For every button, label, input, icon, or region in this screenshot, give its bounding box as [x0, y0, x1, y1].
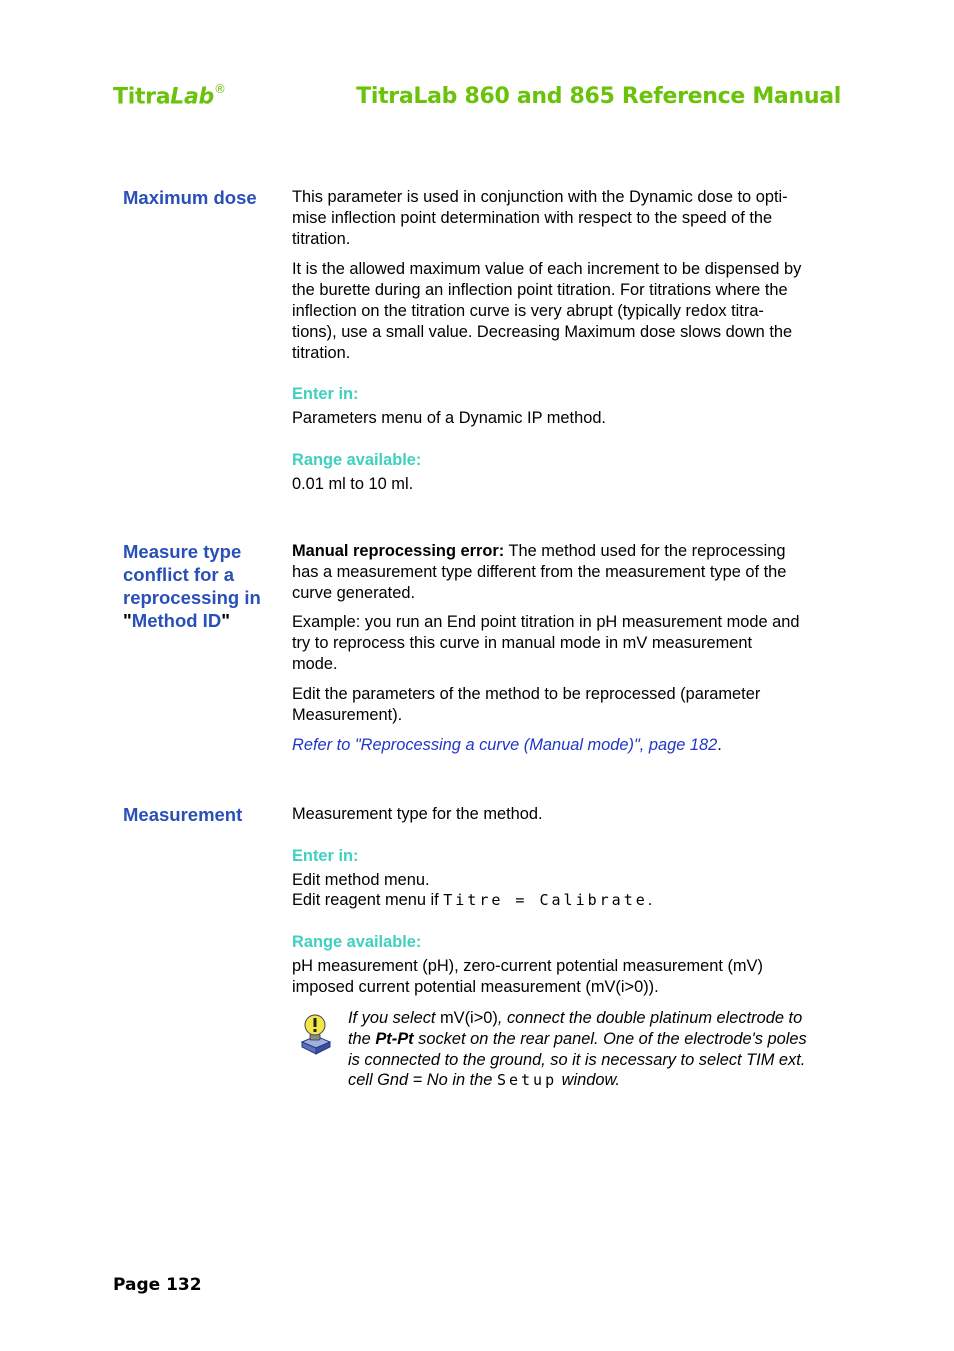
- paragraph: It is the allowed maximum value of each increment to be dispensed by the burette during an inflection point titration. For titrations where the inflection on the titration curve is very abrupt (typically redox titra- tions), use a small value. Decreasing Maximum dose slows down the titration.: [292, 260, 802, 362]
- reprocessing-link[interactable]: Refer to "Reprocessing a curve (Manual mode)", page 182: [292, 736, 718, 755]
- paragraph: Manual reprocessing error: The method used for the reprocessing has a measurement type different from the measurement type of the curve generated.: [292, 542, 787, 602]
- enter-in-text: Edit method menu. Edit reagent menu if Titre = Calibrate.: [292, 870, 653, 910]
- paragraph: Example: you run an End point titration in pH measurement mode and try to reprocess this curve in manual mode in mV measurement mode.: [292, 613, 800, 673]
- heading-measure-type-conflict: Measure type conflict for a reprocessing in "Method ID": [123, 541, 261, 631]
- enter-in-label: Enter in:: [292, 846, 359, 865]
- page-number: Page 132: [113, 1275, 202, 1295]
- note-text: If you select mV(i>0), connect the double platinum electrode to the Pt-Pt socket on the rear panel. One of the electrode's poles is connected to the ground, so it is necessary to select TIM ext. cell Gnd = No in the Setup window.: [348, 1009, 807, 1090]
- brand-logo: TitraLab®: [113, 82, 226, 110]
- page-title: TitraLab 860 and 865 Reference Manual: [356, 84, 841, 109]
- range-label: Range available:: [292, 933, 422, 952]
- measure-type-body: [292, 541, 837, 756]
- maximum-dose-body: [292, 187, 837, 495]
- range-text: pH measurement (pH), zero-current potential measurement (mV) imposed current potential measurement (mV(i>0)).: [292, 956, 763, 996]
- range-text: 0.01 ml to 10 ml.: [292, 474, 414, 493]
- warning-bulb-icon: [298, 1012, 334, 1058]
- range-label: Range available:: [292, 450, 422, 469]
- heading-measurement: Measurement: [123, 804, 243, 825]
- paragraph: Edit the parameters of the method to be reprocessed (parameter Measurement).: [292, 684, 761, 724]
- heading-maximum-dose: Maximum dose: [123, 187, 257, 208]
- paragraph: Measurement type for the method.: [292, 805, 543, 823]
- measurement-body: [292, 804, 837, 998]
- enter-in-label: Enter in:: [292, 385, 359, 404]
- paragraph: This parameter is used in conjunction with the Dynamic dose to opti- mise inflection point determination with respect to the speed of the titration.: [292, 188, 788, 248]
- enter-in-text: Parameters menu of a Dynamic IP method.: [292, 409, 606, 428]
- cross-reference: Refer to "Reprocessing a curve (Manual mode)", page 182.: [292, 736, 722, 755]
